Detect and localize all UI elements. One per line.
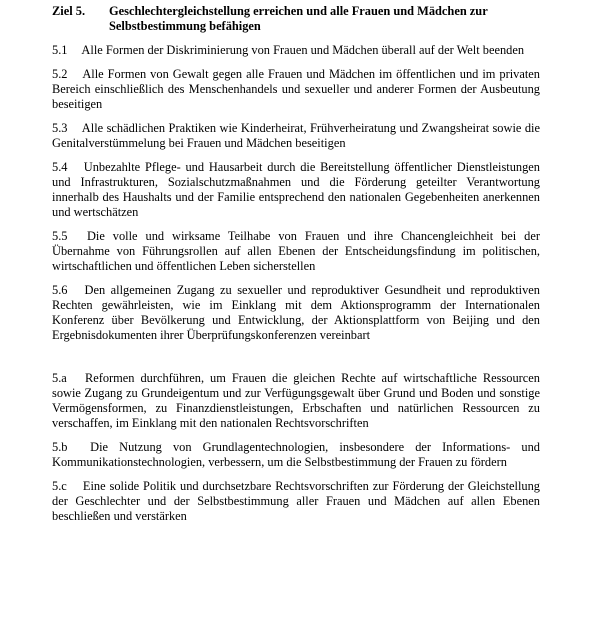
goal-heading: [52, 4, 540, 34]
target-paragraph: [52, 121, 540, 151]
target-number: 5.b: [52, 440, 68, 454]
target-number: 5.4: [52, 160, 68, 174]
target-text: Alle schädlichen Praktiken wie Kinderheirat, Frühverheiratung und Zwangsheirat sowie die Genitalverstümmelung bei Frauen und Mädchen beseitigen: [52, 121, 541, 150]
target-paragraph: [52, 479, 540, 524]
target-paragraph: [52, 67, 540, 112]
target-paragraph: [52, 229, 540, 274]
target-number: 5.3: [52, 121, 68, 135]
target-paragraph: [52, 160, 540, 220]
section-spacer: [52, 352, 540, 371]
target-text: Den allgemeinen Zugang zu sexueller und reproduktiver Gesundheit und reproduktiven Rechten gewährleisten, wie im Einklang mit dem Aktionsprogramm der Internationalen Konferenz über Bevölkerung und Entwicklung, der Aktionsplattform von Beijing und den Ergebnisdokumenten ihrer Überprüfungskonferenzen vereinbart: [52, 283, 540, 342]
goal-title: Geschlechtergleichstellung erreichen und alle Frauen und Mädchen zur Selbstbestimmung befähigen: [109, 4, 488, 33]
target-text: Reformen durchführen, um Frauen die gleichen Rechte auf wirtschaftliche Ressourcen sowie Zugang zu Grundeigentum und zur Verfügungsgewalt über Grund und Boden und sonstige Vermögensformen, zu Finanzdienstleistungen, Erbschaften und natürlichen Ressourcen zu verschaffen, im Einklang mit den nationalen Rechtsvorschriften: [52, 371, 540, 430]
target-text: Unbezahlte Pflege- und Hausarbeit durch die Bereitstellung öffentlicher Dienstleistungen und Infrastrukturen, Sozialschutzmaßnahmen und die Förderung geteilter Verantwortung innerhalb des Haushalts und der Familie entsprechend den nationalen Gegebenheiten anerkennen und wertschätzen: [52, 160, 540, 219]
target-number: 5.6: [52, 283, 68, 297]
target-text: Die volle und wirksame Teilhabe von Frauen und ihre Chancengleichheit bei der Übernahme von Führungsrollen auf allen Ebenen der Entscheidungsfindung im politischen, wirtschaftlichen und öffentlichen Leben sicherstellen: [52, 229, 540, 273]
target-paragraph: [52, 371, 540, 431]
target-number: 5.a: [52, 371, 67, 385]
document-page: [52, 4, 540, 533]
target-text: Alle Formen der Diskriminierung von Frauen und Mädchen überall auf der Welt beenden: [81, 43, 525, 57]
target-text: Die Nutzung von Grundlagentechnologien, insbesondere der Informations- und Kommunikationstechnologien, verbessern, um die Selbstbestimmung der Frauen zu fördern: [52, 440, 540, 469]
target-text: Alle Formen von Gewalt gegen alle Frauen und Mädchen im öffentlichen und im privaten Bereich einschließlich des Menschenhandels und sexueller und anderer Formen der Ausbeutung beseitigen: [52, 67, 540, 111]
target-number: 5.2: [52, 67, 68, 81]
target-paragraph: [52, 440, 540, 470]
target-paragraph: [52, 283, 540, 343]
target-number: 5.c: [52, 479, 67, 493]
target-number: 5.1: [52, 43, 68, 57]
target-text: Eine solide Politik und durchsetzbare Rechtsvorschriften zur Förderung der Gleichstellung der Geschlechter und der Selbstbestimmung aller Frauen und Mädchen auf allen Ebenen beschließen und verstärken: [52, 479, 540, 523]
target-paragraph: [52, 43, 540, 58]
target-number: 5.5: [52, 229, 68, 243]
goal-number: Ziel 5.: [52, 4, 86, 18]
